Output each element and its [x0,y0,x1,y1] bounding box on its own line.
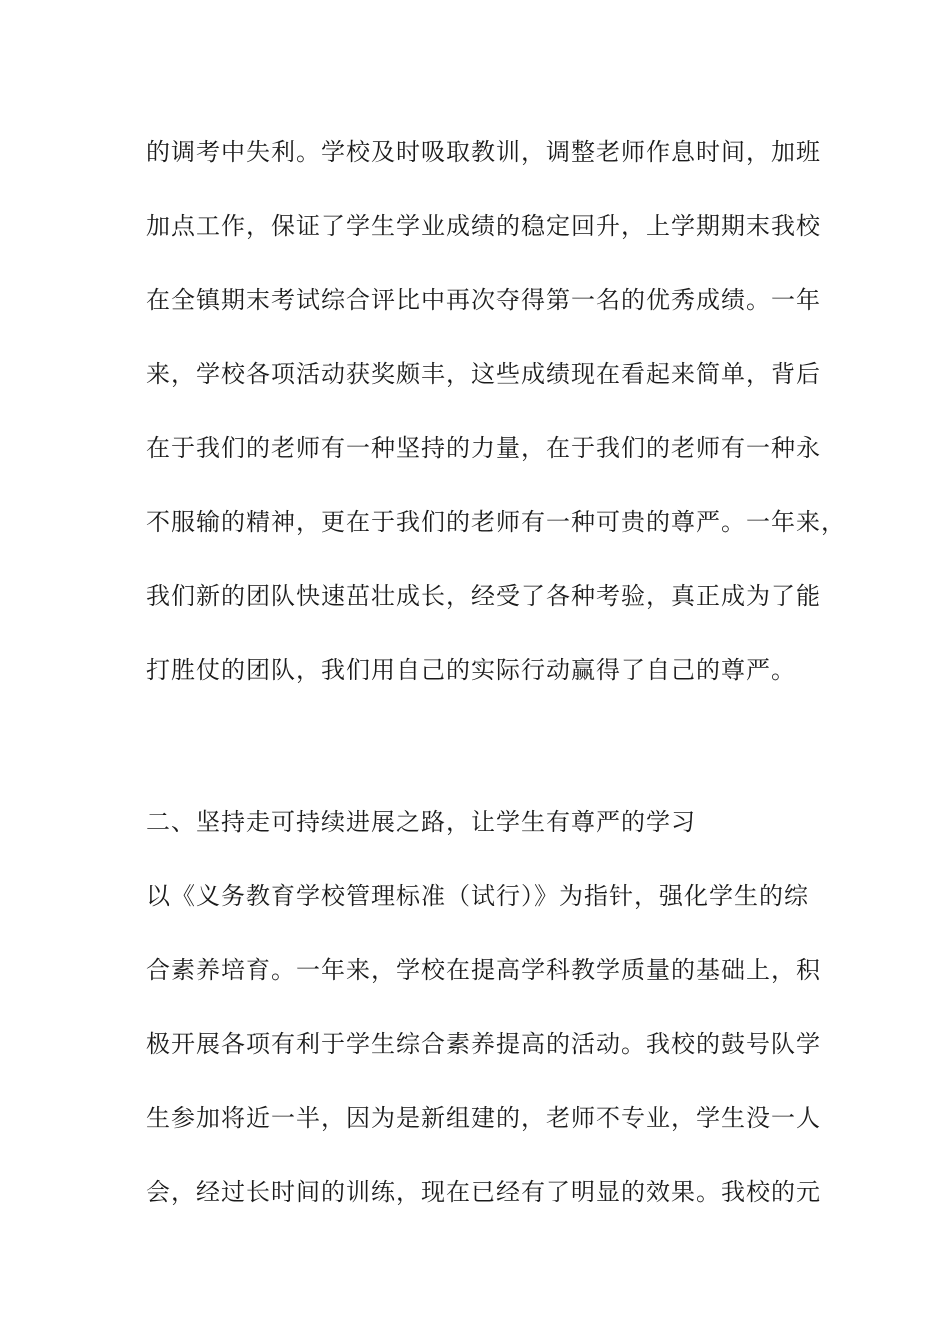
paragraph-1-line-3: 在全镇期末考试综合评比中再次夺得第一名的优秀成绩。一年 [146,286,821,314]
paragraph-1-line-4: 来，学校各项活动获奖颇丰，这些成绩现在看起来简单，背后 [146,360,821,388]
paragraph-1-line-2: 加点工作，保证了学生学业成绩的稳定回升，上学期期末我校 [146,212,821,240]
paragraph-2-line-4: 生参加将近一半，因为是新组建的，老师不专业，学生没一人 [146,1104,821,1132]
paragraph-1-line-7: 我们新的团队快速茁壮成长，经受了各种考验，真正成为了能 [146,582,821,610]
paragraph-2-line-2: 合素养培育。一年来，学校在提高学科教学质量的基础上，积 [146,956,821,984]
section-heading: 二、坚持走可持续进展之路，让学生有尊严的学习 [146,808,696,836]
paragraph-2-line-1: 以《义务教育学校管理标准（试行）》为指针，强化学生的综 [146,882,809,910]
paragraph-1-line-1: 的调考中失利。学校及时吸取教训，调整老师作息时间，加班 [146,138,821,166]
paragraph-2-line-3: 极开展各项有利于学生综合素养提高的活动。我校的鼓号队学 [146,1030,821,1058]
paragraph-1-line-6: 不服输的精神，更在于我们的老师有一种可贵的尊严。一年来， [146,508,846,536]
paragraph-1-line-5: 在于我们的老师有一种坚持的力量，在于我们的老师有一种永 [146,434,821,462]
paragraph-1-line-8: 打胜仗的团队，我们用自己的实际行动赢得了自己的尊严。 [146,656,796,684]
paragraph-2-line-5: 会，经过长时间的训练，现在已经有了明显的效果。我校的元 [146,1178,821,1206]
